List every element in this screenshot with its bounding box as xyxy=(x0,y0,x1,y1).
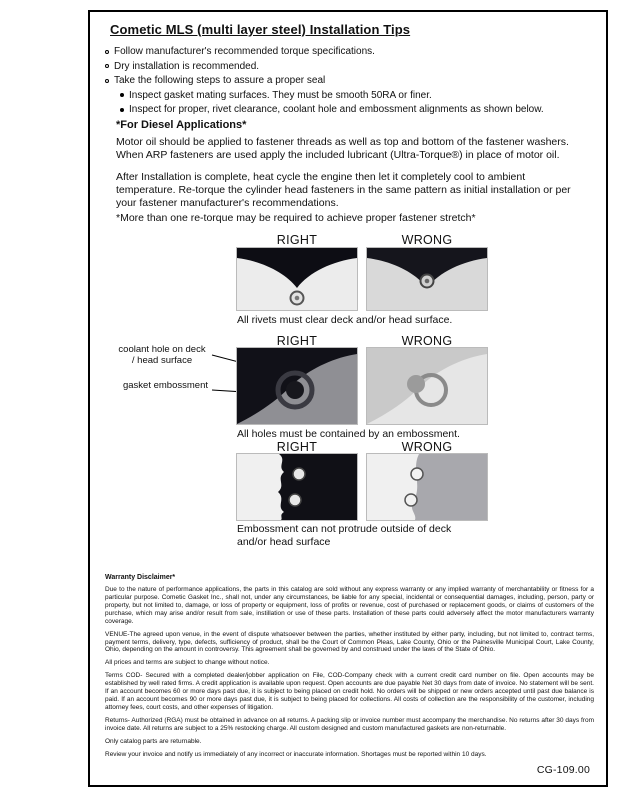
coolant-hole-label: coolant hole on deck / head surface xyxy=(118,344,206,366)
installation-tips-list xyxy=(105,46,544,119)
circle-bullet-icon xyxy=(105,50,109,54)
rivet-right-diagram xyxy=(237,248,357,310)
list-item-text: Follow manufacturer's recommended torque specifications. xyxy=(114,46,375,57)
rivets-caption: All rivets must clear deck and/or head surface. xyxy=(237,314,453,326)
list-item xyxy=(105,61,544,73)
dot-bullet-icon xyxy=(120,108,124,112)
page-title: Cometic MLS (multi layer steel) Installation Tips xyxy=(110,22,411,37)
circle-bullet-icon xyxy=(105,79,109,83)
list-sub-item xyxy=(120,104,544,116)
warranty-disclaimer xyxy=(105,574,594,764)
document-code: CG-109.00 xyxy=(536,764,590,776)
gasket-embossment-label: gasket embossment xyxy=(122,380,208,391)
disclaimer-paragraph: All prices and terms are subject to change without notice. xyxy=(105,659,270,667)
disclaimer-paragraph: Review your invoice and notify us immediately of any incorrect or inaccurate information. Shortages must be reported within 10 days. xyxy=(105,750,487,758)
embossment-right-header: RIGHT xyxy=(276,440,318,454)
rivet-wrong-diagram xyxy=(367,248,487,310)
disclaimer-paragraph: Only catalog parts are returnable. xyxy=(105,737,202,745)
list-sub-item xyxy=(120,90,544,102)
list-item-text: Dry installation is recommended. xyxy=(114,60,260,72)
rivets-wrong-header: WRONG xyxy=(401,233,453,247)
circle-bullet-icon xyxy=(105,64,109,68)
holes-caption: All holes must be contained by an embossment. xyxy=(237,428,460,440)
warranty-disclaimer-heading: Warranty Disclaimer* xyxy=(105,574,176,581)
embossment-wrong-header: WRONG xyxy=(401,440,453,454)
holes-wrong-header: WRONG xyxy=(401,334,453,348)
hole-right-diagram xyxy=(237,348,357,424)
embossment-wrong-diagram xyxy=(367,454,487,520)
diesel-applications-heading: *For Diesel Applications* xyxy=(116,119,247,131)
holes-right-header: RIGHT xyxy=(276,334,318,348)
embossment-caption: Embossment can not protrude outside of deck and/or head surface xyxy=(237,523,452,549)
disclaimer-paragraph: Returns- Authorized (RGA) must be obtained in advance on all returns. A packing slip or invoice number must accompany the merchandise. No returns after 30 days from invoice date. All returns are subject to a 25% restocking charge. All custom designed and custom manufactured gaskets are non-returnable. xyxy=(105,716,594,732)
disclaimer-paragraph: Due to the nature of performance applications, the parts in this catalog are sold without any express warranty or any implied warranty of merchantability or fitness for a particular purpose. Cometic Gasket Inc., shall not, under any circumstances, be liable for any special, incidental or consequential damages, including, person, party or property, but not limited to, damage, or loss of property or equipment, loss of profits or revenue, cost of purchased or replacement goods, or claims of customers of the purchase, which may arise and/or result from sale, instillation or use of these parts. Installation of these parts could adversely affect the motor manufacturers warranty coverage. xyxy=(105,586,594,625)
rivets-right-header: RIGHT xyxy=(276,233,318,247)
list-item-text: Inspect gasket mating surfaces. They must be smooth 50RA or finer. xyxy=(129,89,432,101)
hole-wrong-diagram xyxy=(367,348,487,424)
diesel-paragraph-1: Motor oil should be applied to fastener threads as well as top and bottom of the fastener washers. When ARP fasteners are used apply the included lubricant (Ultra-Torque®) in place of motor oil. xyxy=(116,136,569,162)
disclaimer-paragraph: Terms COD- Secured with a completed dealer/jobber application on File, COD-Company check with a current credit card number on file. Open accounts may be established by well rated firms. A credit application is available upon request. Open accounts are due payable Net 30 days from date of invoice. No statement will be sent. If an account becomes 60 or more days past due, it is subject to being placed on credit hold. No orders will be shipped or new orders accepted until past due balance is paid. If an account becomes 90 or more days past due, it is subject to being placed for collections. All costs of collection are the responsibility of the customer, including attorney fees, court costs, and other expenses of litigation. xyxy=(105,672,594,711)
page-border-frame xyxy=(88,10,608,787)
list-item xyxy=(105,46,544,58)
list-item-text: Take the following steps to assure a proper seal xyxy=(114,75,326,86)
list-item xyxy=(105,75,544,87)
retorque-note: *More than one re-torque may be required to achieve proper fastener stretch* xyxy=(116,212,476,224)
list-item-text: Inspect for proper, rivet clearance, coolant hole and embossment alignments as shown below. xyxy=(129,104,544,115)
disclaimer-paragraph: VENUE-The agreed upon venue, in the event of dispute whatsoever between the parties, whether instituted by either party, including, but not limited to, contract terms, payment terms, delivery, type, defects, sufficiency of product, shall be the Court of Common Pleas, Lake County, Ohio or the Painesville Municipal Court, Lake County, Ohio, depending on the amount in controversy. This agreement shall be governed by and construed under the laws of the State of Ohio. xyxy=(105,630,594,654)
embossment-right-diagram xyxy=(237,454,357,520)
diesel-paragraph-2: After Installation is complete, heat cycle the engine then let it completely cool to ambient temperature. Re-torque the cylinder head fasteners in the same pattern as initial installation or per your fastener manufacturer's recommendations. xyxy=(116,171,571,210)
dot-bullet-icon xyxy=(120,93,124,97)
